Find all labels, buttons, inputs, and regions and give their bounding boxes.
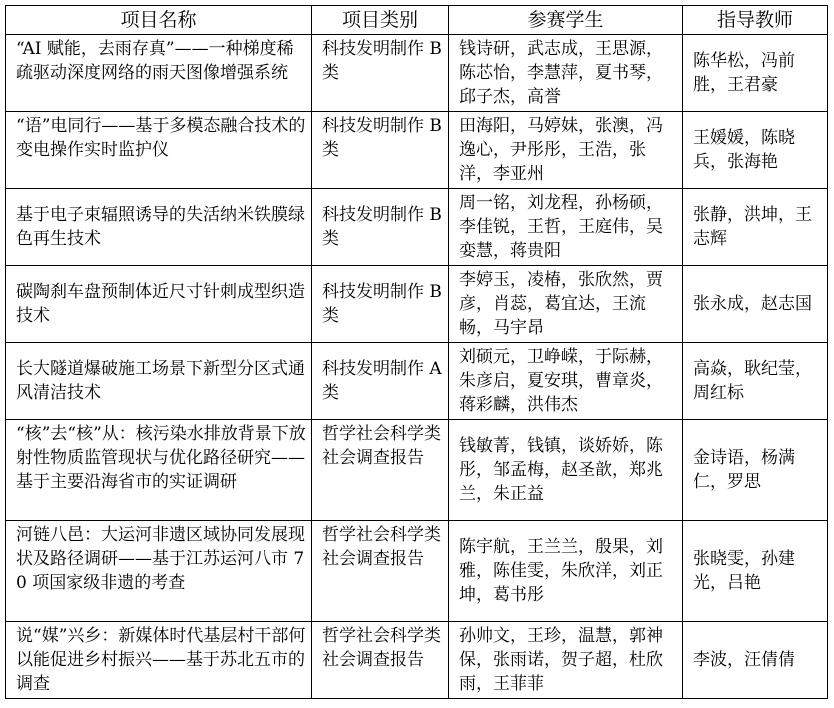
- table-row: [6, 189, 828, 266]
- table-row: [6, 35, 828, 112]
- advisors-cell: 王媛媛，陈晓兵，张海艳: [683, 112, 828, 189]
- table-row: [6, 521, 828, 622]
- project-category-cell: 科技发明制作 A 类: [312, 343, 449, 420]
- project-category-cell: 科技发明制作 B 类: [312, 35, 449, 112]
- table-row: [6, 420, 828, 521]
- students-cell: 陈宇航，王兰兰，殷果，刘雅，陈佳雯，朱欣洋，刘正坤，葛书彤: [449, 521, 683, 622]
- project-name-cell: “语”电同行——基于多模态融合技术的变电操作实时监护仪: [6, 112, 312, 189]
- table-row: [6, 112, 828, 189]
- project-name-cell: 基于电子束辐照诱导的失活纳米铁膜绿色再生技术: [6, 189, 312, 266]
- advisors-cell: 李波，汪倩倩: [683, 622, 828, 699]
- project-name-cell: 河链八邑：大运河非遗区域协同发展现状及路径调研——基于江苏运河八市 70 项国家级非遗的考查: [6, 521, 312, 622]
- advisors-cell: 张静，洪坤，王志辉: [683, 189, 828, 266]
- students-cell: 刘硕元，卫峥嵘，于际赫，朱彦启，夏安琪，曹章炎，蒋彩麟，洪伟杰: [449, 343, 683, 420]
- table-row: [6, 622, 828, 699]
- project-category-cell: 哲学社会科学类社会调查报告: [312, 521, 449, 622]
- project-category-cell: 科技发明制作 B 类: [312, 112, 449, 189]
- project-name-cell: 说“媒”兴乡：新媒体时代基层村干部何以能促进乡村振兴——基于苏北五市的调查: [6, 622, 312, 699]
- students-cell: 孙帅文，王珍，温慧，郭神保，张雨诺，贺子超，杜欣雨，王菲菲: [449, 622, 683, 699]
- students-cell: 周一铭，刘龙程，孙杨硕，李佳锐，王哲，王庭伟，吴娈慧，蒋贵阳: [449, 189, 683, 266]
- project-category-cell: 哲学社会科学类社会调查报告: [312, 420, 449, 521]
- table-header-row: [6, 6, 828, 35]
- project-category-cell: 科技发明制作 B 类: [312, 189, 449, 266]
- project-name-cell: “核”去“核”从：核污染水排放背景下放射性物质监管现状与优化路径研究——基于主要沿海省市的实证调研: [6, 420, 312, 521]
- advisors-cell: 张晓雯，孙建光，吕艳: [683, 521, 828, 622]
- table-row: [6, 266, 828, 343]
- students-cell: 李婷玉，凌椿，张欣然，贾彦，肖蕊，葛宜达，王流畅，马宇昂: [449, 266, 683, 343]
- table-row: [6, 343, 828, 420]
- header-project-category: 项目类别: [312, 6, 449, 35]
- project-table: [5, 5, 828, 699]
- advisors-cell: 陈华松，冯前胜，王君豪: [683, 35, 828, 112]
- advisors-cell: 张永成，赵志国: [683, 266, 828, 343]
- project-name-cell: 碳陶刹车盘预制体近尺寸针刺成型织造技术: [6, 266, 312, 343]
- advisors-cell: 金诗语，杨满仁，罗思: [683, 420, 828, 521]
- project-name-cell: “AI 赋能，去雨存真”——一种梯度稀疏驱动深度网络的雨天图像增强系统: [6, 35, 312, 112]
- advisors-cell: 高焱，耿纪莹，周红标: [683, 343, 828, 420]
- header-advisors: 指导教师: [683, 6, 828, 35]
- students-cell: 田海阳，马婷妹，张澳，冯逸心，尹彤彤，王浩，张洋，李亚州: [449, 112, 683, 189]
- students-cell: 钱敏菁，钱镇，谈娇娇，陈彤，邹孟梅，赵圣歆，郑兆兰，朱正益: [449, 420, 683, 521]
- project-name-cell: 长大隧道爆破施工场景下新型分区式通风清洁技术: [6, 343, 312, 420]
- project-category-cell: 科技发明制作 B 类: [312, 266, 449, 343]
- header-students: 参赛学生: [449, 6, 683, 35]
- students-cell: 钱诗研，武志成，王思源，陈芯怡，李慧萍，夏书琴，邱子杰，高誉: [449, 35, 683, 112]
- project-category-cell: 哲学社会科学类社会调查报告: [312, 622, 449, 699]
- header-project-name: 项目名称: [6, 6, 312, 35]
